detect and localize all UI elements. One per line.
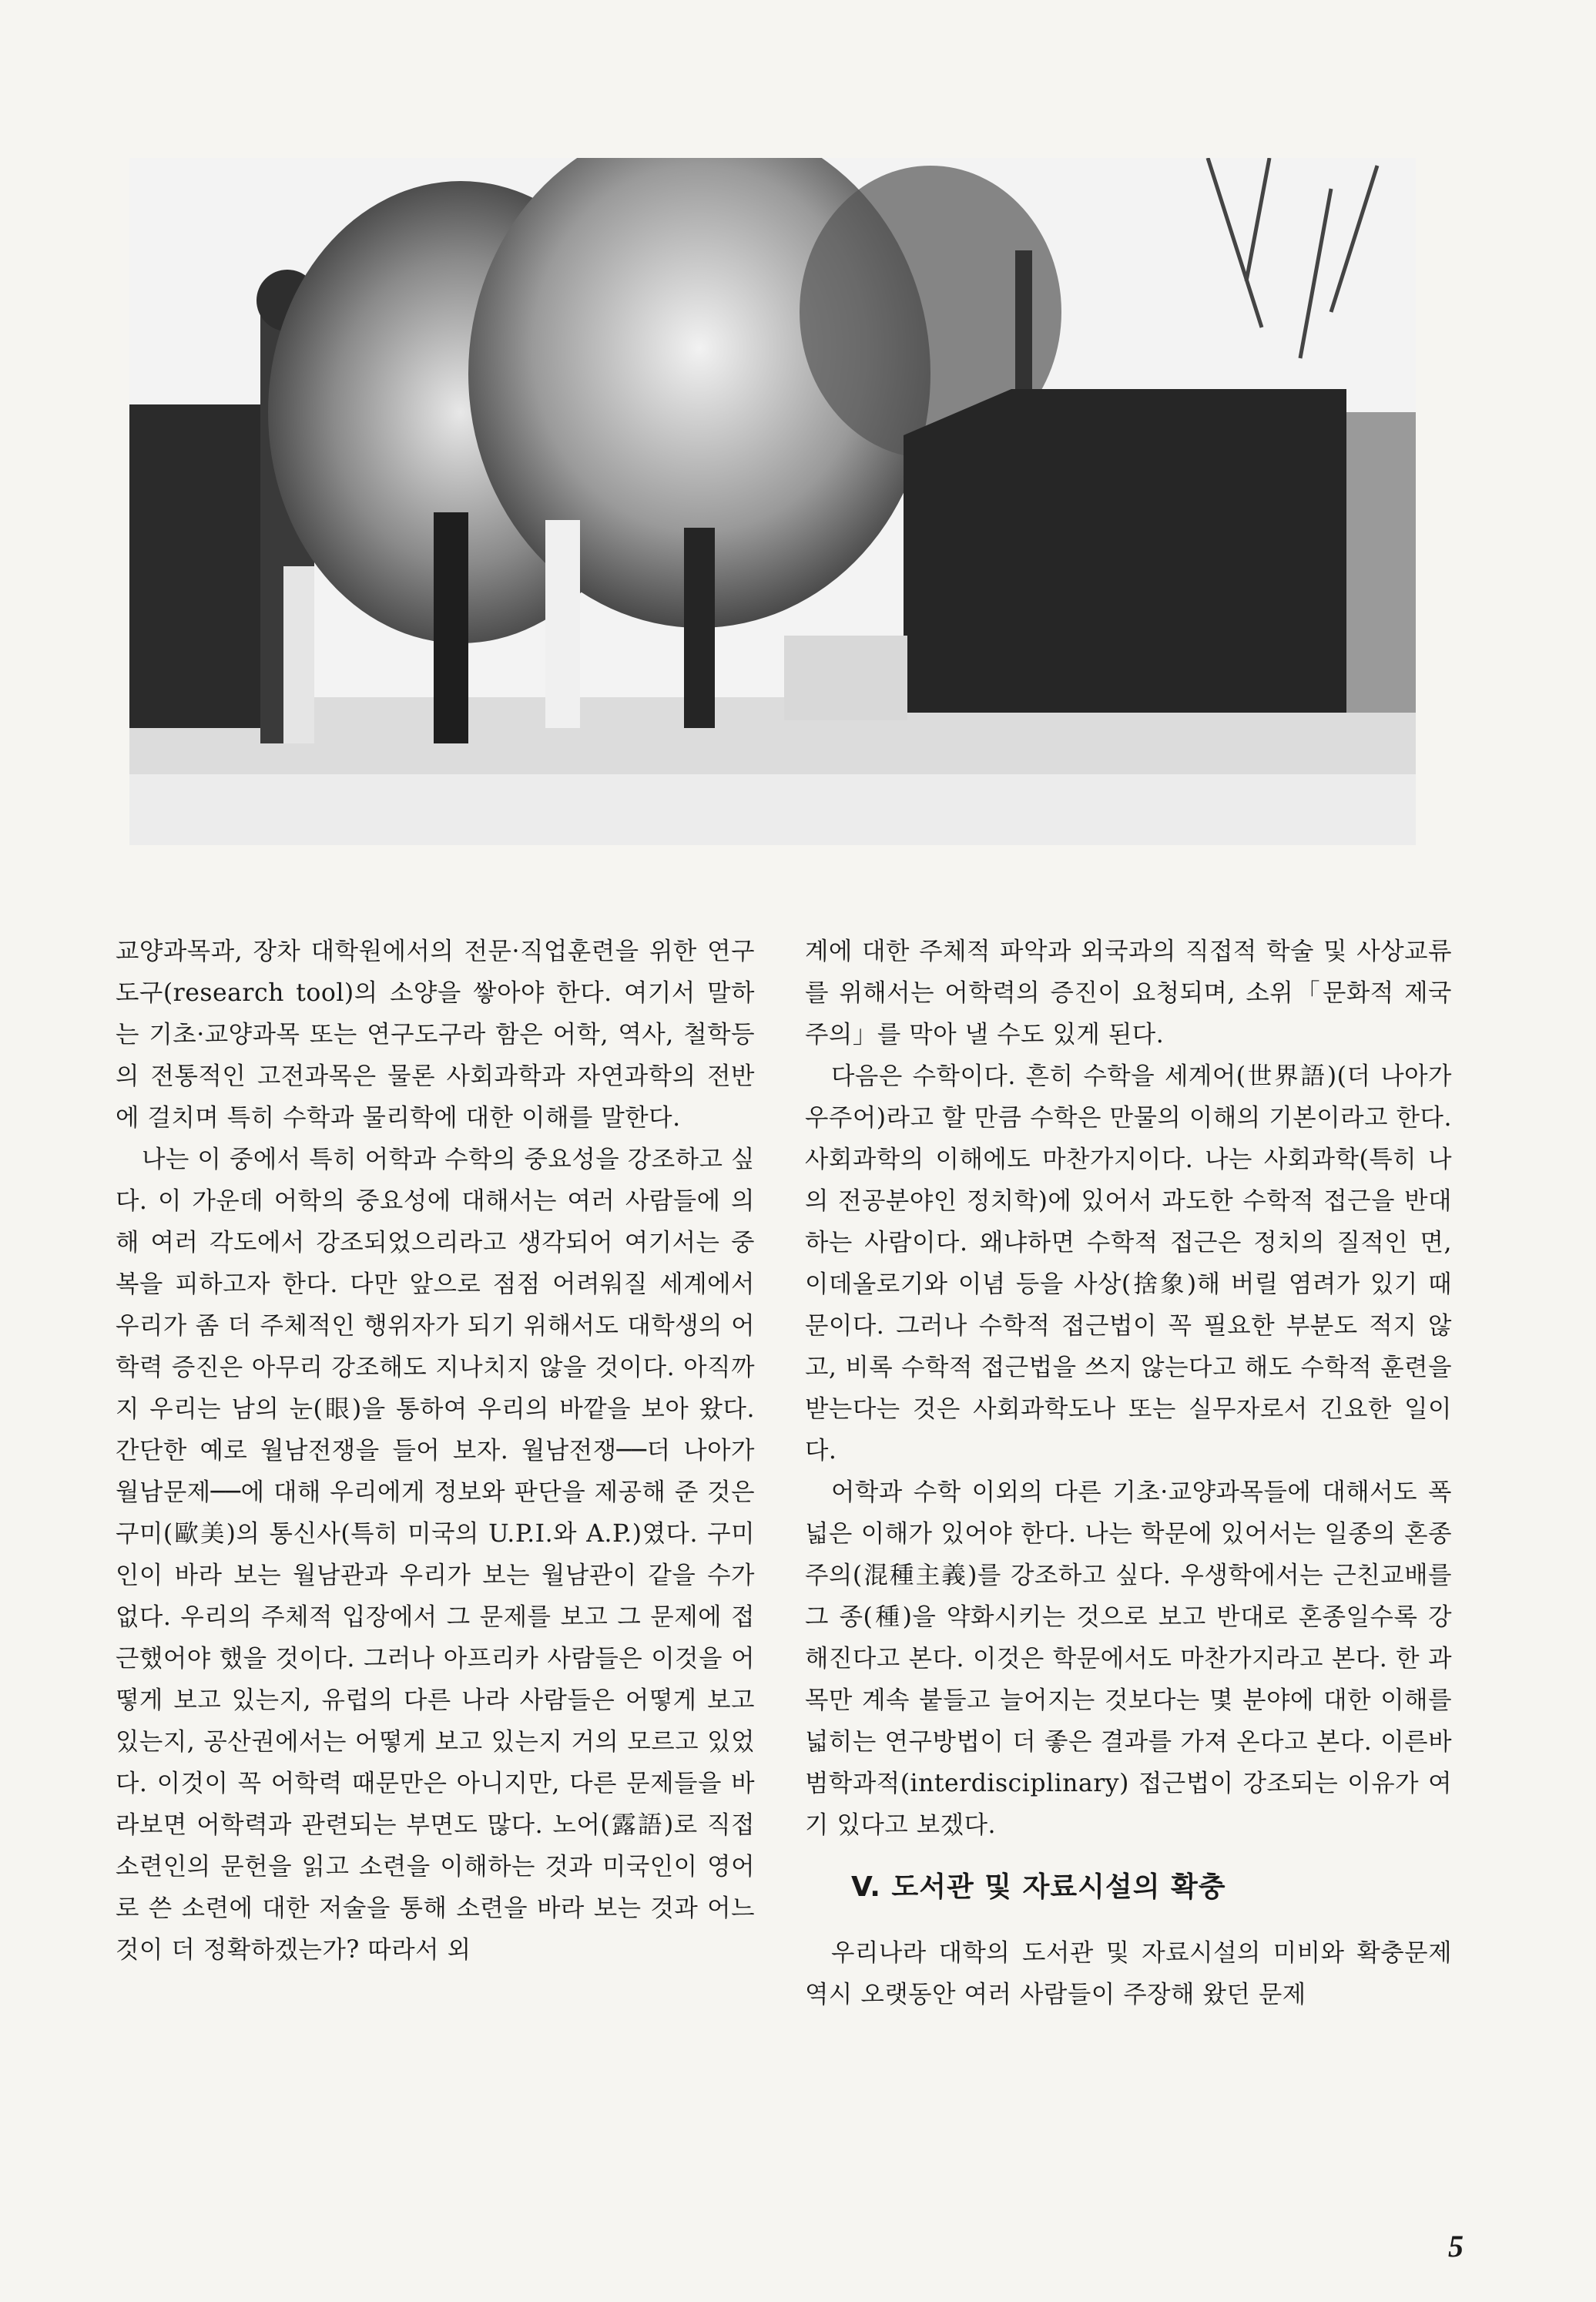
right-paragraph-3: 어학과 수학 이외의 다른 기초·교양과목들에 대해서도 폭 넓은 이해가 있어야 한다. 나는 학문에 있어서는 일종의 혼종주의(混種主義)를 강조하고 싶다. 우생학에서는 근친교배를 그 종(種)을 약화시키는 것으로 보고 반대로 혼종일수록 강해진다고 본다. 이것은 학문에서도 마찬가지라고 본다. 한 과목만 계속 붙들고 늘어지는 것보다는 몇 분야에 대한 이해를 넓히는 연구방법이 더 좋은 결과를 가져 온다고 본다. 이른바 범학과적(interdisciplinary) 접근법이 강조되는 이유가 여기 있다고 보겠다. [805,1478,1452,1839]
campus-trees-photo-icon [129,158,1416,845]
left-paragraph-1: 교양과목과, 장차 대학원에서의 전문·직업훈련을 위한 연구도구(research tool)의 소양을 쌓아야 한다. 여기서 말하는 기초·교양과목 또는 연구도구라 함은 어학, 역사, 철학등의 전통적인 고전과목은 물론 사회과학과 자연과학의 전반에 걸치며 특히 수학과 물리학에 대한 이해를 말한다. [116,938,755,1132]
right-paragraph-1: 계에 대한 주체적 파악과 외국과의 직접적 학술 및 사상교류를 위해서는 어학력의 증진이 요청되며, 소위「문화적 제국주의」를 막아 낼 수도 있게 된다. [805,938,1452,1049]
left-column [116,931,755,1971]
left-paragraph-2: 나는 이 중에서 특히 어학과 수학의 중요성을 강조하고 싶다. 이 가운데 어학의 중요성에 대해서는 여러 사람들에 의해 여러 각도에서 강조되었으리라고 생각되어 여기서는 중복을 피하고자 한다. 다만 앞으로 점점 어려워질 세계에서 우리가 좀 더 주체적인 행위자가 되기 위해서도 대학생의 어학력 증진은 아무리 강조해도 지나치지 않을 것이다. 아직까지 우리는 남의 눈(眼)을 통하여 우리의 바깥을 보아 왔다. 간단한 예로 월남전쟁을 들어 보자. 월남전쟁──더 나아가 월남문제──에 대해 우리에게 정보와 판단을 제공해 준 것은 구미(歐美)의 통신사(특히 미국의 U.P.I.와 A.P.)였다. 구미인이 바라 보는 월남관과 우리가 보는 월남관이 같을 수가 없다. 우리의 주체적 입장에서 그 문제를 보고 그 문제에 접근했어야 했을 것이다. 그러나 아프리카 사람들은 이것을 어떻게 보고 있는지, 유럽의 다른 나라 사람들은 어떻게 보고 있는지, 공산권에서는 어떻게 보고 있는지 거의 모르고 있었다. 이것이 꼭 어학력 때문만은 아니지만, 다른 문제들을 바라보면 어학력과 관련되는 부면도 많다. 노어(露語)로 직접 소련인의 문헌을 읽고 소련을 이해하는 것과 미국인이 영어로 쓴 소련에 대한 저술을 통해 소련을 바라 보는 것과 어느 것이 더 정확하겠는가? 따라서 외 [116,1146,755,1964]
right-column [805,931,1452,2015]
page-number: 5 [1448,2229,1464,2263]
campus-photo [129,158,1416,845]
right-paragraph-2: 다음은 수학이다. 흔히 수학을 세계어(世界語)(더 나아가 우주어)라고 할 만큼 수학은 만물의 이해의 기본이라고 한다. 사회과학의 이해에도 마찬가지이다. 나는 사회과학(특히 나의 전공분야인 정치학)에 있어서 과도한 수학적 접근을 반대하는 사람이다. 왜냐하면 수학적 접근은 정치의 질적인 면, 이데올로기와 이념 등을 사상(捨象)해 버릴 염려가 있기 때문이다. 그러나 수학적 접근법이 꼭 필요한 부분도 적지 않고, 비록 수학적 접근법을 쓰지 않는다고 해도 수학적 훈련을 받는다는 것은 사회과학도나 또는 실무자로서 긴요한 일이다. [805,1062,1452,1465]
section-heading: V. 도서관 및 자료시설의 확충 [851,1871,1226,1903]
right-paragraph-4: 우리나라 대학의 도서관 및 자료시설의 미비와 확충문제 역시 오랫동안 여러 사람들이 주장해 왔던 문제 [805,1939,1452,2008]
